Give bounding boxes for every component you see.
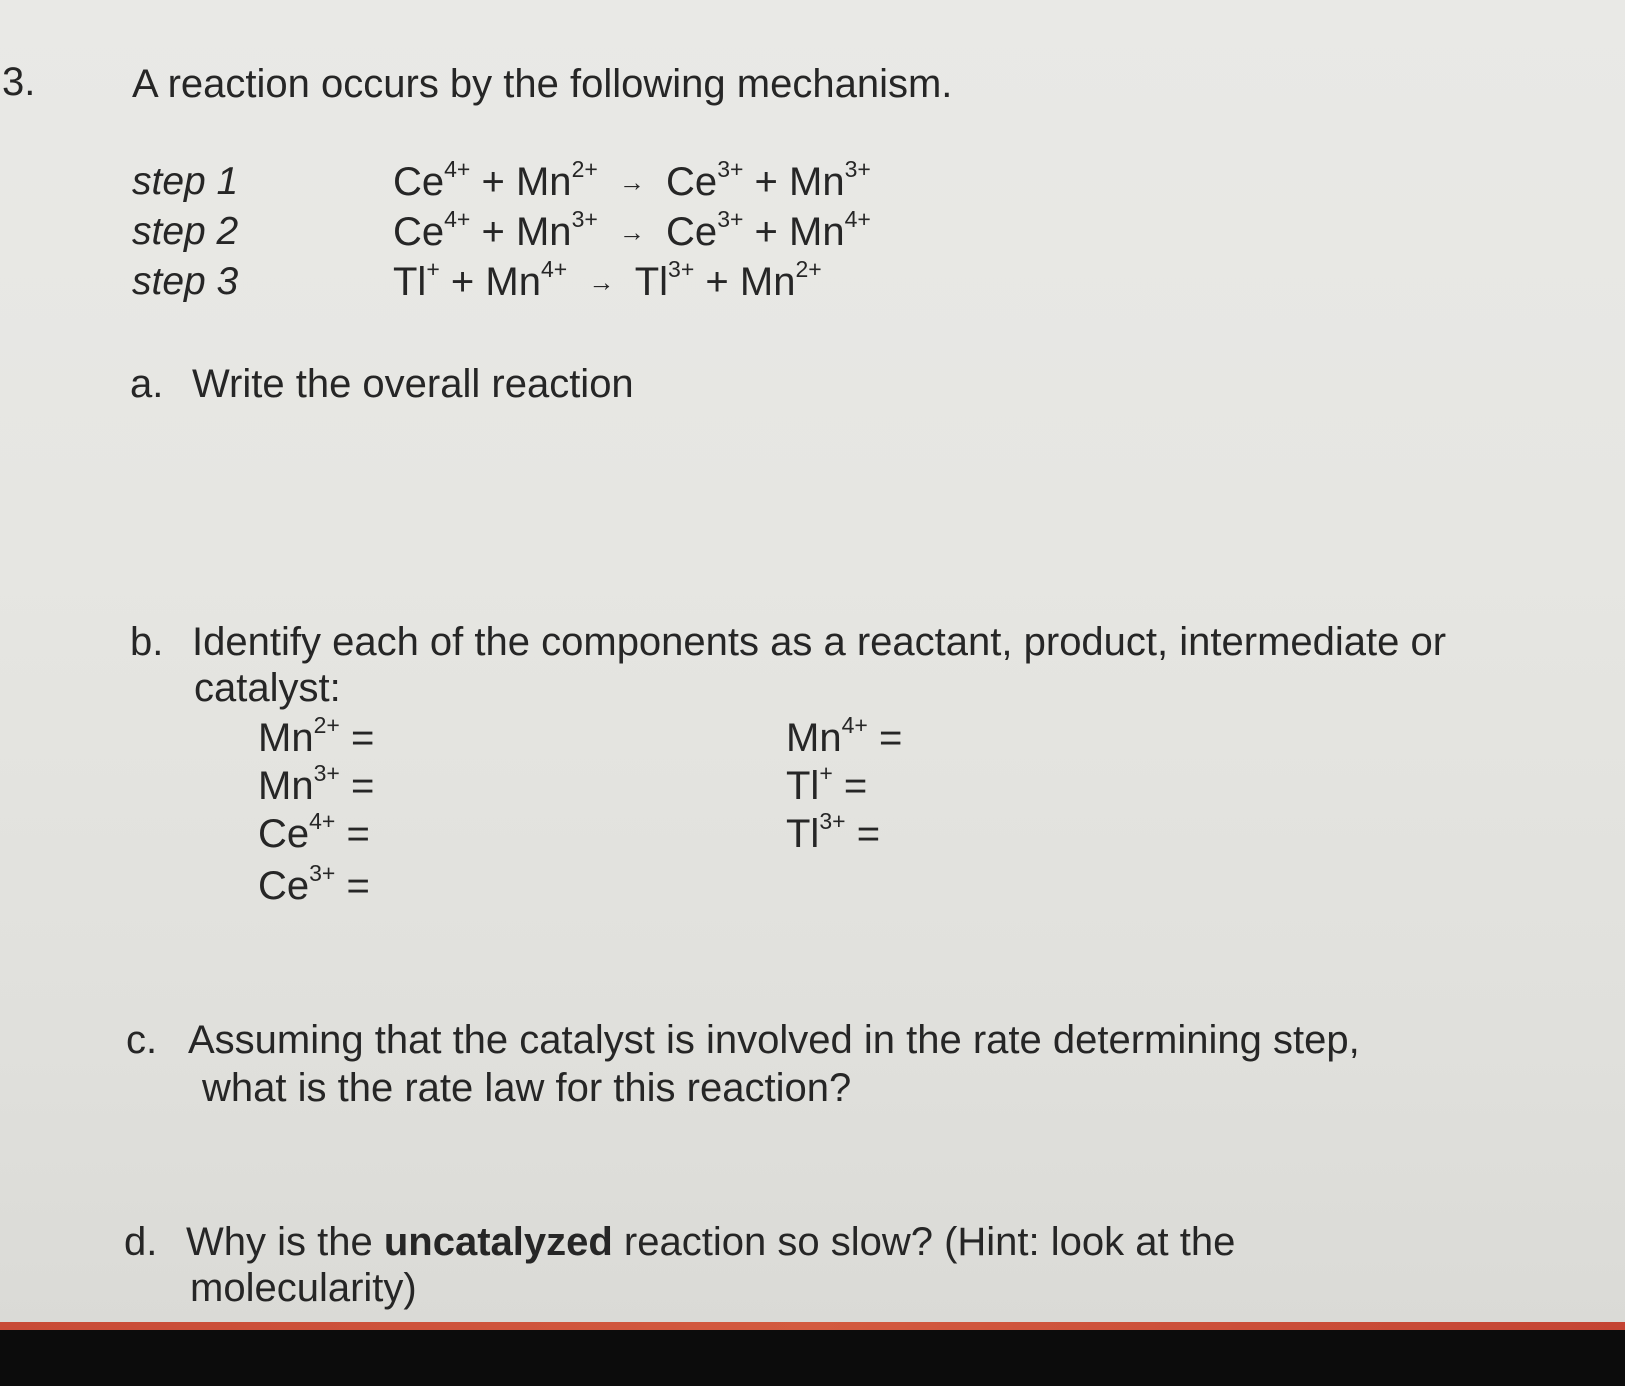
species-mn4-entry: $Mn^{4+}$ = xyxy=(786,711,903,760)
part-c xyxy=(126,1020,1360,1060)
species-ce3-entry: $Ce^{3+}$ = xyxy=(258,859,370,908)
part-c-letter: c. xyxy=(126,1018,158,1062)
species-mn3-entry: $Mn^{3+}$ = xyxy=(258,759,375,808)
step-3-label: step 3 xyxy=(132,260,239,303)
reaction-arrow: → xyxy=(588,267,615,297)
species-mn2-entry: $Mn^{2+}$ = xyxy=(258,711,375,760)
part-a-text: Write the overall reaction xyxy=(192,362,634,406)
reaction-arrow: → xyxy=(618,217,645,247)
species-ce4-entry: $Ce^{4+}$ = xyxy=(258,807,370,856)
part-c-line2: what is the rate law for this reaction? xyxy=(202,1066,852,1110)
part-b-letter: b. xyxy=(130,620,164,664)
part-d-letter: d. xyxy=(124,1220,158,1264)
monitor-bezel xyxy=(0,1330,1625,1386)
part-a-letter: a. xyxy=(130,362,164,406)
species-tl1-entry: Tl+ = xyxy=(786,759,868,808)
screen-edge-red-line xyxy=(0,1322,1625,1330)
part-d: d. Why is the uncatalyzed reaction so slow? (Hint: look at the xyxy=(124,1220,1236,1264)
question-number: 3. xyxy=(2,60,36,104)
part-a xyxy=(130,364,634,404)
step-2-label: step 2 xyxy=(132,210,239,253)
step-3-equation: $Tl^+ + Mn^{4+} \to Tl^{3+} + Mn^{2+}$ xyxy=(393,255,822,304)
step-1-label: step 1 xyxy=(132,160,239,203)
question-intro: A reaction occurs by the following mechanism. xyxy=(132,62,953,106)
step-2-equation: $Ce^{4+} + Mn^{3+} \to Ce^{3+} + Mn^{4+}$ xyxy=(393,205,871,254)
part-b-line1: Identify each of the components as a reactant, product, intermediate or xyxy=(192,620,1447,664)
part-b-line2: catalyst: xyxy=(194,666,341,710)
reaction-arrow: → xyxy=(618,167,645,197)
species-tl3-entry: $Tl^{3+}$ = xyxy=(786,807,881,856)
uncatalyzed-emphasis: uncatalyzed xyxy=(383,1220,613,1264)
part-c-line1: Assuming that the catalyst is involved in the rate determining step, xyxy=(188,1018,1360,1062)
step-1-equation: $Ce^{4+} + Mn^{2+} \to Ce^{3+} + Mn^{3+}$ xyxy=(393,155,871,204)
part-b xyxy=(130,622,1446,662)
part-d-line2: molecularity) xyxy=(190,1266,417,1310)
